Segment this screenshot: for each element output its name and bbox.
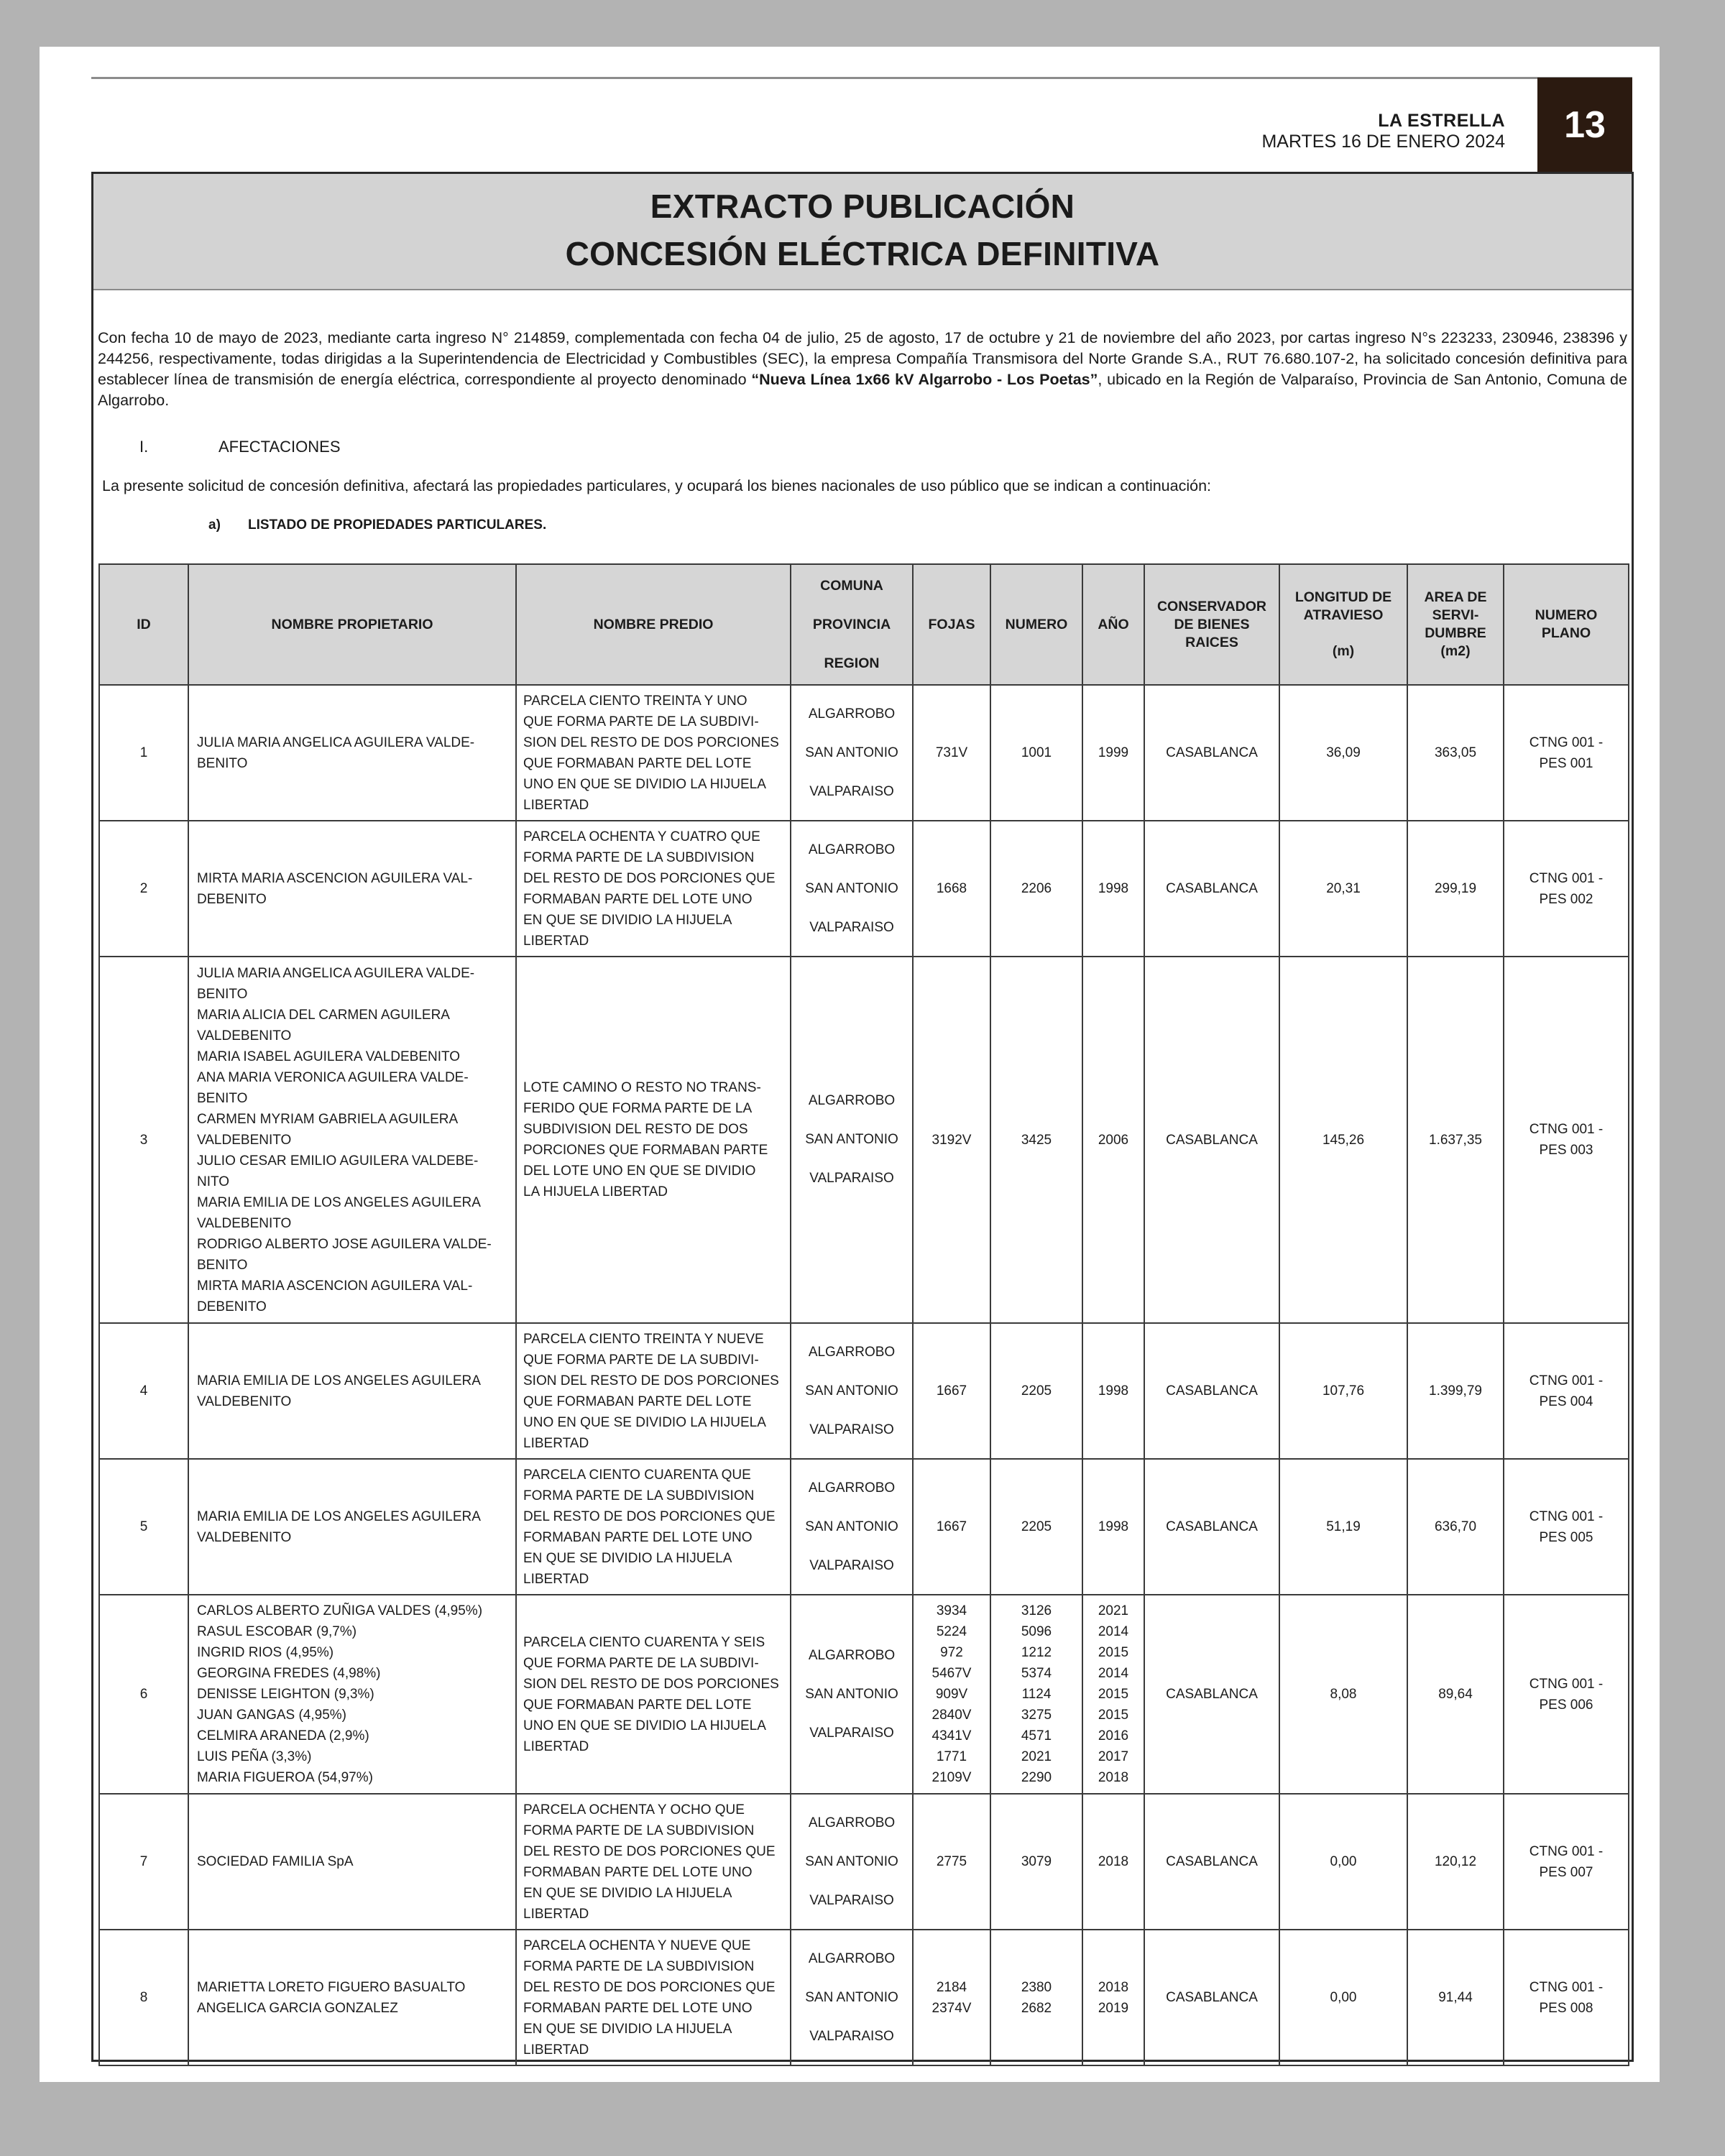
cell-id: 7: [99, 1794, 188, 1930]
cell-region: VALPARAISO: [809, 1725, 894, 1741]
notice-frame: [91, 172, 1634, 2062]
cell-owner: SOCIEDAD FAMILIA SpA: [188, 1794, 516, 1930]
cell-id: 5: [99, 1459, 188, 1595]
intro-text-before: Con fecha 10 de mayo de 2023, mediante carta ingreso N° 214859, complementada con fecha 04 de julio, 25 de agosto, 17 de octubre y 21 de noviembre del año 2023, por cartas ingreso N°s 223233, 230946, 238396 y 244256, respectivamente, todas dirigidas a la Superintendencia de Electricidad y Combustibles (SEC), la empresa Compañía Transmisora del Norte Grande S.A., RUT 76.680.107-2, ha solicitado concesión definitiva para establecer línea de transmisión de energía eléctrica, correspondiente al proyecto denominado: [98, 329, 1627, 388]
cell-fojas: 2184 2374V: [913, 1930, 990, 2065]
cell-id: 2: [99, 821, 188, 957]
cell-anio: 1998: [1082, 1459, 1144, 1595]
cell-comuna: ALGARROBO: [808, 842, 896, 857]
intro-paragraph: [98, 328, 1627, 411]
section-title: AFECTACIONES: [218, 438, 341, 456]
table-row: [99, 957, 1629, 1323]
header-comuna: COMUNA: [820, 578, 883, 594]
subsection-heading: [208, 517, 546, 533]
cell-predio: PARCELA CIENTO CUARENTA QUE FORMA PARTE DE LA SUBDIVISION DEL RESTO DE DOS PORCIONES QUE FORMABAN PARTE DEL LOTE UNO EN QUE SE DIVIDIO LA HIJUELA LIBERTAD: [516, 1459, 791, 1595]
cell-longitud: 36,09: [1279, 685, 1407, 821]
cell-numero: 2206: [990, 821, 1082, 957]
section-text: La presente solicitud de concesión definitiva, afectará las propiedades particulares, y ocupará los bienes nacionales de uso público que se indican a continuación:: [102, 477, 1212, 494]
cell-predio: PARCELA OCHENTA Y OCHO QUE FORMA PARTE DE LA SUBDIVISION DEL RESTO DE DOS PORCIONES QUE FORMABAN PARTE DEL LOTE UNO EN QUE SE DIVIDIO LA HIJUELA LIBERTAD: [516, 1794, 791, 1930]
cell-owner: MIRTA MARIA ASCENCION AGUILERA VAL- DEBENITO: [188, 821, 516, 957]
cell-area: 363,05: [1407, 685, 1504, 821]
cell-area: 120,12: [1407, 1794, 1504, 1930]
table-header-row: [99, 564, 1629, 685]
cell-predio: PARCELA OCHENTA Y NUEVE QUE FORMA PARTE DE LA SUBDIVISION DEL RESTO DE DOS PORCIONES QUE FORMABAN PARTE DEL LOTE UNO EN QUE SE DIVIDIO LA HIJUELA LIBERTAD: [516, 1930, 791, 2065]
cell-longitud: 51,19: [1279, 1459, 1407, 1595]
cell-provincia: SAN ANTONIO: [805, 1989, 898, 2005]
cell-plano: CTNG 001 - PES 001: [1504, 685, 1629, 821]
cell-conservador: CASABLANCA: [1144, 685, 1279, 821]
cell-id: 8: [99, 1930, 188, 2065]
header-anio: AÑO: [1082, 564, 1144, 685]
cell-comuna: ALGARROBO: [808, 1815, 896, 1830]
header-provincia: PROVINCIA: [812, 617, 891, 632]
header-conservador: CONSERVADOR DE BIENES RAICES: [1144, 564, 1279, 685]
newspaper-page: [40, 47, 1660, 2082]
cell-area: 636,70: [1407, 1459, 1504, 1595]
intro-text-after: , ubicado en la Región de Valparaíso, Provincia de San Antonio, Comuna de Algarrobo.: [98, 371, 1627, 409]
header-id: ID: [99, 564, 188, 685]
cell-plano: CTNG 001 - PES 003: [1504, 957, 1629, 1323]
cell-numero: 2205: [990, 1323, 1082, 1459]
cell-owner: MARIA EMILIA DE LOS ANGELES AGUILERA VALDEBENITO: [188, 1459, 516, 1595]
cell-numero: 2205: [990, 1459, 1082, 1595]
cell-anio: 1998: [1082, 1323, 1144, 1459]
cell-conservador: CASABLANCA: [1144, 1595, 1279, 1794]
cell-plano: CTNG 001 - PES 006: [1504, 1595, 1629, 1794]
notice-title-box: [93, 174, 1632, 290]
cell-owner: JULIA MARIA ANGELICA AGUILERA VALDE- BENITO MARIA ALICIA DEL CARMEN AGUILERA VALDEBENITO MARIA ISABEL AGUILERA VALDEBENITO ANA MARIA VERONICA AGUILERA VALDE- BENITO CARMEN MYRIAM GABRIELA AGUILERA VALDEBENITO JULIO CESAR EMILIO AGUILERA VALDEBE- NITO MARIA EMILIA DE LOS ANGELES AGUILERA VALDEBENITO RODRIGO ALBERTO JOSE AGUILERA VALDE- BENITO MIRTA MARIA ASCENCION AGUILERA VAL- DEBENITO: [188, 957, 516, 1323]
publication-date: MARTES 16 DE ENERO 2024: [1261, 132, 1505, 152]
cell-anio: 1999: [1082, 685, 1144, 821]
cell-owner: CARLOS ALBERTO ZUÑIGA VALDES (4,95%) RASUL ESCOBAR (9,7%) INGRID RIOS (4,95%) GEORGINA FREDES (4,98%) DENISSE LEIGHTON (9,3%) JUAN GANGAS (4,95%) CELMIRA ARANEDA (2,9%) LUIS PEÑA (3,3%) MARIA FIGUEROA (54,97%): [188, 1595, 516, 1794]
properties-table: [98, 563, 1629, 2066]
table-row: [99, 821, 1629, 957]
cell-anio: 2021 2014 2015 2014 2015 2015 2016 2017 2018: [1082, 1595, 1144, 1794]
cell-conservador: CASABLANCA: [1144, 821, 1279, 957]
cell-region: VALPARAISO: [809, 1171, 894, 1186]
section-heading: [139, 438, 341, 456]
table-row: [99, 1794, 1629, 1930]
cell-location: [791, 685, 913, 821]
cell-fojas: 2775: [913, 1794, 990, 1930]
cell-plano: CTNG 001 - PES 005: [1504, 1459, 1629, 1595]
cell-location: [791, 957, 913, 1323]
table-row: [99, 1930, 1629, 2065]
cell-longitud: 0,00: [1279, 1794, 1407, 1930]
cell-predio: PARCELA CIENTO TREINTA Y NUEVE QUE FORMA PARTE DE LA SUBDIVI- SION DEL RESTO DE DOS PORCIONES QUE FORMABAN PARTE DEL LOTE UNO EN QUE SE DIVIDIO LA HIJUELA LIBERTAD: [516, 1323, 791, 1459]
cell-anio: 2006: [1082, 957, 1144, 1323]
cell-area: 1.637,35: [1407, 957, 1504, 1323]
cell-owner: MARIA EMILIA DE LOS ANGELES AGUILERA VALDEBENITO: [188, 1323, 516, 1459]
cell-provincia: SAN ANTONIO: [805, 1686, 898, 1702]
cell-provincia: SAN ANTONIO: [805, 1132, 898, 1147]
cell-region: VALPARAISO: [809, 919, 894, 935]
cell-id: 6: [99, 1595, 188, 1794]
cell-numero: 3425: [990, 957, 1082, 1323]
cell-longitud: 20,31: [1279, 821, 1407, 957]
cell-provincia: SAN ANTONIO: [805, 1383, 898, 1399]
table-row: [99, 685, 1629, 821]
cell-area: 89,64: [1407, 1595, 1504, 1794]
cell-provincia: SAN ANTONIO: [805, 880, 898, 896]
cell-area: 91,44: [1407, 1930, 1504, 2065]
cell-fojas: 3934 5224 972 5467V 909V 2840V 4341V 1771 2109V: [913, 1595, 990, 1794]
cell-fojas: 3192V: [913, 957, 990, 1323]
cell-fojas: 1667: [913, 1459, 990, 1595]
cell-region: VALPARAISO: [809, 1557, 894, 1573]
header-region: REGION: [824, 655, 880, 671]
header-owner: NOMBRE PROPIETARIO: [188, 564, 516, 685]
cell-id: 1: [99, 685, 188, 821]
cell-numero: 3079: [990, 1794, 1082, 1930]
cell-location: [791, 821, 913, 957]
cell-region: VALPARAISO: [809, 1422, 894, 1437]
cell-id: 4: [99, 1323, 188, 1459]
cell-numero: 3126 5096 1212 5374 1124 3275 4571 2021 2290: [990, 1595, 1082, 1794]
cell-location: [791, 1459, 913, 1595]
cell-comuna: ALGARROBO: [808, 1480, 896, 1496]
cell-comuna: ALGARROBO: [808, 1093, 896, 1108]
cell-numero: 1001: [990, 685, 1082, 821]
cell-predio: PARCELA CIENTO TREINTA Y UNO QUE FORMA PARTE DE LA SUBDIVI- SION DEL RESTO DE DOS PORCIONES QUE FORMABAN PARTE DEL LOTE UNO EN QUE SE DIVIDIO LA HIJUELA LIBERTAD: [516, 685, 791, 821]
table-row: [99, 1323, 1629, 1459]
cell-plano: CTNG 001 - PES 004: [1504, 1323, 1629, 1459]
cell-plano: CTNG 001 - PES 007: [1504, 1794, 1629, 1930]
cell-longitud: 107,76: [1279, 1323, 1407, 1459]
header-location: [791, 564, 913, 685]
cell-comuna: ALGARROBO: [808, 1647, 896, 1663]
cell-longitud: 0,00: [1279, 1930, 1407, 2065]
cell-owner: MARIETTA LORETO FIGUERO BASUALTO ANGELICA GARCIA GONZALEZ: [188, 1930, 516, 2065]
cell-numero: 2380 2682: [990, 1930, 1082, 2065]
table-row: [99, 1459, 1629, 1595]
header-area: AREA DE SERVI- DUMBRE (m2): [1407, 564, 1504, 685]
cell-conservador: CASABLANCA: [1144, 957, 1279, 1323]
cell-fojas: 1667: [913, 1323, 990, 1459]
cell-comuna: ALGARROBO: [808, 706, 896, 722]
page-number-badge: 13: [1537, 78, 1632, 172]
cell-provincia: SAN ANTONIO: [805, 1519, 898, 1534]
masthead: [1261, 110, 1505, 152]
cell-fojas: 731V: [913, 685, 990, 821]
cell-id: 3: [99, 957, 188, 1323]
cell-comuna: ALGARROBO: [808, 1950, 896, 1966]
notice-title-line1: EXTRACTO PUBLICACIÓN: [650, 188, 1075, 225]
cell-longitud: 145,26: [1279, 957, 1407, 1323]
cell-comuna: ALGARROBO: [808, 1344, 896, 1360]
newspaper-name: LA ESTRELLA: [1378, 111, 1505, 131]
cell-location: [791, 1930, 913, 2065]
notice-title-line2: CONCESIÓN ELÉCTRICA DEFINITIVA: [565, 235, 1160, 272]
project-name: “Nueva Línea 1x66 kV Algarrobo - Los Poetas”: [751, 371, 1098, 388]
section-number: I.: [139, 438, 149, 456]
cell-predio: PARCELA CIENTO CUARENTA Y SEIS QUE FORMA PARTE DE LA SUBDIVI- SION DEL RESTO DE DOS PORCIONES QUE FORMABAN PARTE DEL LOTE UNO EN QUE SE DIVIDIO LA HIJUELA LIBERTAD: [516, 1595, 791, 1794]
cell-predio: PARCELA OCHENTA Y CUATRO QUE FORMA PARTE DE LA SUBDIVISION DEL RESTO DE DOS PORCIONES QUE FORMABAN PARTE DEL LOTE UNO EN QUE SE DIVIDIO LA HIJUELA LIBERTAD: [516, 821, 791, 957]
cell-area: 1.399,79: [1407, 1323, 1504, 1459]
cell-conservador: CASABLANCA: [1144, 1794, 1279, 1930]
top-rule: [91, 77, 1632, 79]
cell-region: VALPARAISO: [809, 783, 894, 799]
cell-owner: JULIA MARIA ANGELICA AGUILERA VALDE- BENITO: [188, 685, 516, 821]
cell-anio: 2018: [1082, 1794, 1144, 1930]
cell-location: [791, 1595, 913, 1794]
cell-fojas: 1668: [913, 821, 990, 957]
header-fojas: FOJAS: [913, 564, 990, 685]
cell-location: [791, 1323, 913, 1459]
cell-provincia: SAN ANTONIO: [805, 745, 898, 760]
subsection-title: LISTADO DE PROPIEDADES PARTICULARES.: [248, 517, 547, 533]
subsection-letter: a): [208, 517, 221, 533]
cell-provincia: SAN ANTONIO: [805, 1853, 898, 1869]
cell-area: 299,19: [1407, 821, 1504, 957]
cell-region: VALPARAISO: [809, 1892, 894, 1908]
cell-anio: 2018 2019: [1082, 1930, 1144, 2065]
header-predio: NOMBRE PREDIO: [516, 564, 791, 685]
cell-plano: CTNG 001 - PES 008: [1504, 1930, 1629, 2065]
cell-location: [791, 1794, 913, 1930]
cell-region: VALPARAISO: [809, 2028, 894, 2044]
cell-plano: CTNG 001 - PES 002: [1504, 821, 1629, 957]
header-plano: NUMERO PLANO: [1504, 564, 1629, 685]
cell-longitud: 8,08: [1279, 1595, 1407, 1794]
cell-conservador: CASABLANCA: [1144, 1930, 1279, 2065]
table-row: [99, 1595, 1629, 1794]
cell-conservador: CASABLANCA: [1144, 1323, 1279, 1459]
cell-conservador: CASABLANCA: [1144, 1459, 1279, 1595]
header-longitud: LONGITUD DE ATRAVIESO (m): [1279, 564, 1407, 685]
cell-anio: 1998: [1082, 821, 1144, 957]
cell-predio: LOTE CAMINO O RESTO NO TRANS- FERIDO QUE FORMA PARTE DE LA SUBDIVISION DEL RESTO DE DOS PORCIONES QUE FORMABAN PARTE DEL LOTE UNO EN QUE SE DIVIDIO LA HIJUELA LIBERTAD: [516, 957, 791, 1323]
header-numero: NUMERO: [990, 564, 1082, 685]
